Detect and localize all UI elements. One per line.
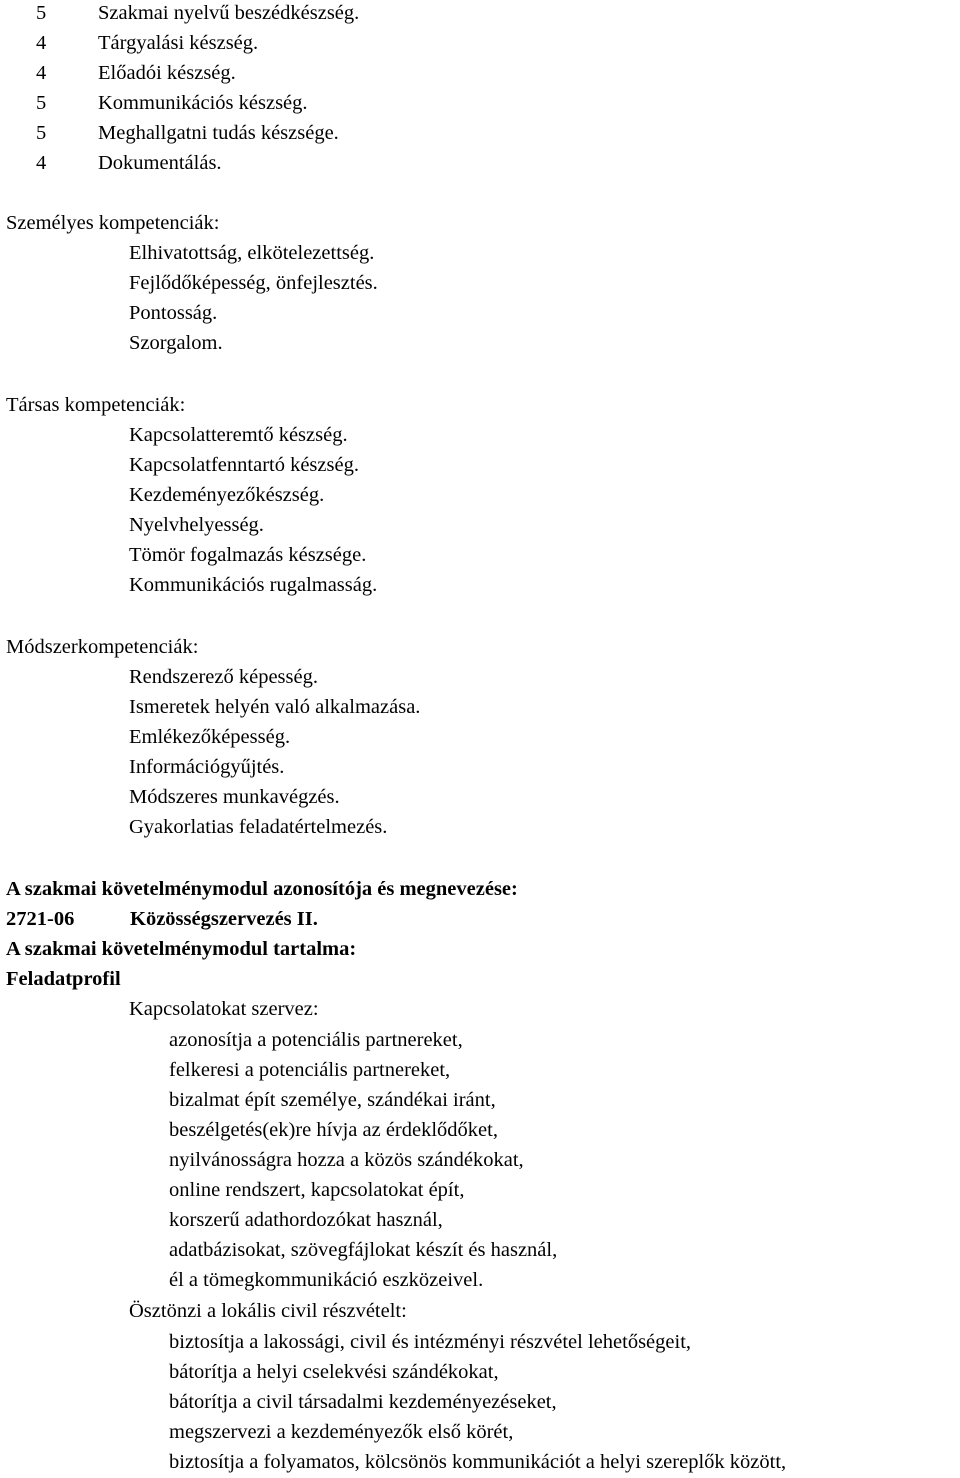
method-competence-item: Ismeretek helyén való alkalmazása. [129, 696, 421, 718]
task-item: adatbázisokat, szövegfájlokat készít és használ, [169, 1239, 558, 1261]
task-group-heading: Ösztönzi a lokális civil részvételt: [129, 1300, 407, 1322]
skill-level: 5 [36, 92, 47, 114]
personal-competence-item: Szorgalom. [129, 332, 223, 354]
personal-competence-item: Pontosság. [129, 302, 218, 324]
task-item: felkeresi a potenciális partnereket, [169, 1059, 451, 1081]
method-competence-item: Rendszerező képesség. [129, 666, 318, 688]
rated-skill-row [0, 118, 960, 148]
task-item: nyilvánosságra hozza a közös szándékokat, [169, 1149, 524, 1171]
module-content-heading: A szakmai követelménymodul tartalma: [6, 938, 357, 960]
skill-text: Kommunikációs készség. [98, 92, 308, 114]
method-competence-item: Módszeres munkavégzés. [129, 786, 340, 808]
personal-competence-item: Fejlődőképesség, önfejlesztés. [129, 272, 378, 294]
task-item: biztosítja a lakossági, civil és intézményi részvétel lehetőségeit, [169, 1331, 692, 1353]
method-competence-item: Gyakorlatias feladatértelmezés. [129, 816, 388, 838]
task-item: azonosítja a potenciális partnereket, [169, 1029, 463, 1051]
skill-text: Szakmai nyelvű beszédkészség. [98, 2, 360, 24]
rated-skill-row [0, 0, 960, 28]
module-code-line [0, 904, 960, 934]
task-item: beszélgetés(ek)re hívja az érdeklődőket, [169, 1119, 498, 1141]
personal-competence-item: Elhivatottság, elkötelezettség. [129, 242, 375, 264]
skill-level: 5 [36, 122, 47, 144]
skill-level: 4 [36, 32, 47, 54]
task-item: bátorítja a helyi cselekvési szándékokat, [169, 1361, 499, 1383]
task-item: biztosítja a folyamatos, kölcsönös kommunikációt a helyi szereplők között, [169, 1451, 787, 1473]
task-group-heading: Kapcsolatokat szervez: [129, 998, 319, 1020]
rated-skill-row [0, 28, 960, 58]
social-competence-item: Kapcsolatfenntartó készség. [129, 454, 359, 476]
social-competence-item: Kapcsolatteremtő készség. [129, 424, 348, 446]
skill-text: Dokumentálás. [98, 152, 222, 174]
method-competence-item: Emlékezőképesség. [129, 726, 291, 748]
skill-level: 4 [36, 62, 47, 84]
skill-text: Tárgyalási készség. [98, 32, 259, 54]
module-id-heading: A szakmai követelménymodul azonosítója és megnevezése: [6, 878, 518, 900]
personal-competences-heading: Személyes kompetenciák: [6, 212, 220, 234]
task-item: megszervezi a kezdeményezők első körét, [169, 1421, 514, 1443]
skill-level: 4 [36, 152, 47, 174]
rated-skill-row [0, 58, 960, 88]
task-item: bátorítja a civil társadalmi kezdeményezéseket, [169, 1391, 557, 1413]
social-competences-heading: Társas kompetenciák: [6, 394, 186, 416]
skill-text: Meghallgatni tudás készsége. [98, 122, 339, 144]
method-competence-item: Információgyűjtés. [129, 756, 285, 778]
skill-level: 5 [36, 2, 47, 24]
skill-text: Előadói készség. [98, 62, 236, 84]
task-item: korszerű adathordozókat használ, [169, 1209, 443, 1231]
task-item: él a tömegkommunikáció eszközeivel. [169, 1269, 484, 1291]
task-profile-heading: Feladatprofil [6, 968, 121, 990]
social-competence-item: Kommunikációs rugalmasság. [129, 574, 378, 596]
module-name: Közösségszervezés II. [130, 908, 318, 930]
social-competence-item: Tömör fogalmazás készsége. [129, 544, 367, 566]
rated-skill-row [0, 148, 960, 178]
social-competence-item: Kezdeményezőkészség. [129, 484, 325, 506]
module-code: 2721-06 [6, 908, 75, 930]
social-competence-item: Nyelvhelyesség. [129, 514, 264, 536]
task-item: bizalmat épít személye, szándékai iránt, [169, 1089, 496, 1111]
method-competences-heading: Módszerkompetenciák: [6, 636, 199, 658]
rated-skill-row [0, 88, 960, 118]
task-item: online rendszert, kapcsolatokat épít, [169, 1179, 465, 1201]
